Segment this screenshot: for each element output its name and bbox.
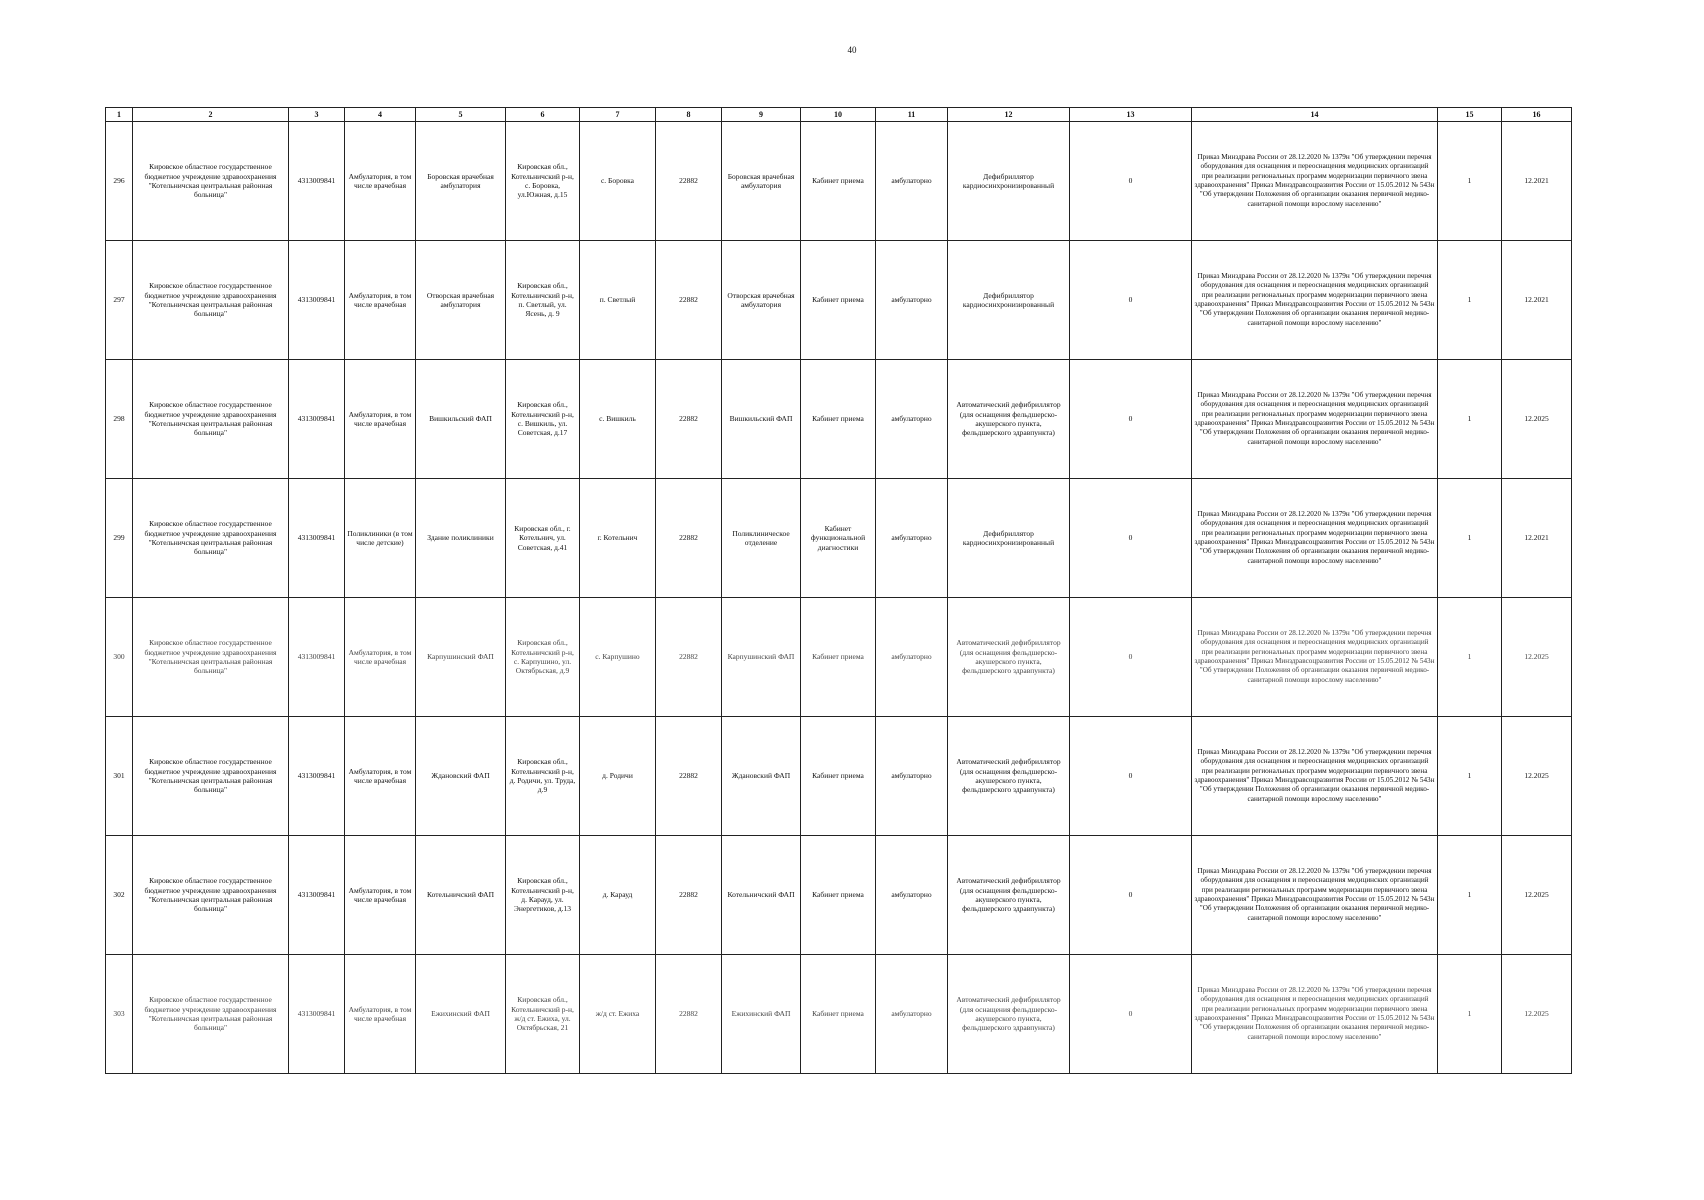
column-number-header: 3 [289, 108, 345, 122]
column-number-header: 15 [1438, 108, 1502, 122]
deadline-cell: 12.2025 [1502, 836, 1572, 955]
available-quantity-cell: 0 [1070, 955, 1192, 1074]
building-name-cell: Ежихинский ФАП [416, 955, 506, 1074]
equipment-name-cell: Автоматический дефибриллятор (для оснащения фельдшерско-акушерского пункта, фельдшерского здравпункта) [948, 598, 1070, 717]
equipment-name-cell: Автоматический дефибриллятор (для оснащения фельдшерско-акушерского пункта, фельдшерского здравпункта) [948, 955, 1070, 1074]
settlement-cell: ж/д ст. Ежиха [580, 955, 656, 1074]
required-quantity-cell: 1 [1438, 598, 1502, 717]
column-number-header: 7 [580, 108, 656, 122]
inn-cell: 4313009841 [289, 360, 345, 479]
equipment-name-cell: Автоматический дефибриллятор (для оснащения фельдшерско-акушерского пункта, фельдшерского здравпункта) [948, 836, 1070, 955]
column-number-header: 5 [416, 108, 506, 122]
available-quantity-cell: 0 [1070, 598, 1192, 717]
care-form-cell: амбулаторно [876, 122, 948, 241]
oktmo-cell: 22882 [656, 598, 722, 717]
registry-body [106, 122, 1572, 1074]
table-row [106, 836, 1572, 955]
regulatory-order-cell: Приказ Минздрава России от 28.12.2020 № 1379н "Об утверждении перечня оборудования для оснащения и переоснащения медицинских организаций при реализации региональных программ модернизации первичного звена здравоохранения" Приказ Минздравсоцразвития России от 15.05.2012 № 543н "Об утверждении Положения об организации оказания первичной медико-санитарной помощи взрослому населению" [1192, 717, 1438, 836]
regulatory-order-cell: Приказ Минздрава России от 28.12.2020 № 1379н "Об утверждении перечня оборудования для оснащения и переоснащения медицинских организаций при реализации региональных программ модернизации первичного звена здравоохранения" Приказ Минздравсоцразвития России от 15.05.2012 № 543н "Об утверждении Положения об организации оказания первичной медико-санитарной помощи взрослому населению" [1192, 122, 1438, 241]
department-cell: Отворская врачебная амбулатория [722, 241, 801, 360]
row-number-cell: 302 [106, 836, 133, 955]
care-form-cell: амбулаторно [876, 479, 948, 598]
inn-cell: 4313009841 [289, 479, 345, 598]
row-number-cell: 298 [106, 360, 133, 479]
row-number-cell: 299 [106, 479, 133, 598]
required-quantity-cell: 1 [1438, 955, 1502, 1074]
available-quantity-cell: 0 [1070, 122, 1192, 241]
organization-name-cell: Кировское областное государственное бюджетное учреждение здравоохранения "Котельничская центральная районная больница" [133, 836, 289, 955]
regulatory-order-cell: Приказ Минздрава России от 28.12.2020 № 1379н "Об утверждении перечня оборудования для оснащения и переоснащения медицинских организаций при реализации региональных программ модернизации первичного звена здравоохранения" Приказ Минздравсоцразвития России от 15.05.2012 № 543н "Об утверждении Положения об организации оказания первичной медико-санитарной помощи взрослому населению" [1192, 955, 1438, 1074]
settlement-cell: г. Котельнич [580, 479, 656, 598]
table-row [106, 360, 1572, 479]
settlement-cell: с. Карпушино [580, 598, 656, 717]
table-row [106, 598, 1572, 717]
oktmo-cell: 22882 [656, 717, 722, 836]
building-name-cell: Вишкильский ФАП [416, 360, 506, 479]
equipment-name-cell: Автоматический дефибриллятор (для оснащения фельдшерско-акушерского пункта, фельдшерского здравпункта) [948, 360, 1070, 479]
table-row [106, 122, 1572, 241]
row-number-cell: 300 [106, 598, 133, 717]
available-quantity-cell: 0 [1070, 836, 1192, 955]
department-cell: Вишкильский ФАП [722, 360, 801, 479]
available-quantity-cell: 0 [1070, 241, 1192, 360]
available-quantity-cell: 0 [1070, 360, 1192, 479]
inn-cell: 4313009841 [289, 717, 345, 836]
facility-type-cell: Амбулатория, в том числе врачебная [345, 717, 416, 836]
facility-type-cell: Амбулатория, в том числе врачебная [345, 836, 416, 955]
table-row [106, 241, 1572, 360]
equipment-name-cell: Дефибриллятор кардиосинхронизированный [948, 479, 1070, 598]
organization-name-cell: Кировское областное государственное бюджетное учреждение здравоохранения "Котельничская центральная районная больница" [133, 598, 289, 717]
building-name-cell: Здание поликлиники [416, 479, 506, 598]
care-form-cell: амбулаторно [876, 717, 948, 836]
equipment-name-cell: Дефибриллятор кардиосинхронизированный [948, 241, 1070, 360]
care-form-cell: амбулаторно [876, 836, 948, 955]
organization-name-cell: Кировское областное государственное бюджетное учреждение здравоохранения "Котельничская центральная районная больница" [133, 955, 289, 1074]
address-cell: Кировская обл., Котельничский р-н, с. Карпушино, ул. Октябрьская, д.9 [506, 598, 580, 717]
column-number-header: 10 [801, 108, 876, 122]
deadline-cell: 12.2025 [1502, 360, 1572, 479]
address-cell: Кировская обл., Котельничский р-н, с. Вишкиль, ул. Советская, д.17 [506, 360, 580, 479]
deadline-cell: 12.2025 [1502, 955, 1572, 1074]
organization-name-cell: Кировское областное государственное бюджетное учреждение здравоохранения "Котельничская центральная районная больница" [133, 479, 289, 598]
oktmo-cell: 22882 [656, 479, 722, 598]
equipment-name-cell: Автоматический дефибриллятор (для оснащения фельдшерско-акушерского пункта, фельдшерского здравпункта) [948, 717, 1070, 836]
column-number-header: 14 [1192, 108, 1438, 122]
deadline-cell: 12.2021 [1502, 122, 1572, 241]
row-number-cell: 296 [106, 122, 133, 241]
row-number-cell: 303 [106, 955, 133, 1074]
department-cell: Котельничский ФАП [722, 836, 801, 955]
available-quantity-cell: 0 [1070, 717, 1192, 836]
inn-cell: 4313009841 [289, 241, 345, 360]
oktmo-cell: 22882 [656, 836, 722, 955]
organization-name-cell: Кировское областное государственное бюджетное учреждение здравоохранения "Котельничская центральная районная больница" [133, 717, 289, 836]
column-number-header: 4 [345, 108, 416, 122]
care-form-cell: амбулаторно [876, 955, 948, 1074]
regulatory-order-cell: Приказ Минздрава России от 28.12.2020 № 1379н "Об утверждении перечня оборудования для оснащения и переоснащения медицинских организаций при реализации региональных программ модернизации первичного звена здравоохранения" Приказ Минздравсоцразвития России от 15.05.2012 № 543н "Об утверждении Положения об организации оказания первичной медико-санитарной помощи взрослому населению" [1192, 360, 1438, 479]
address-cell: Кировская обл., Котельничский р-н, п. Светлый, ул. Ясень, д. 9 [506, 241, 580, 360]
equipment-registry-table [105, 107, 1572, 1074]
address-cell: Кировская обл., Котельничский р-н, д. Карауд, ул. Энергетиков, д.13 [506, 836, 580, 955]
organization-name-cell: Кировское областное государственное бюджетное учреждение здравоохранения "Котельничская центральная районная больница" [133, 241, 289, 360]
row-number-cell: 297 [106, 241, 133, 360]
department-cell: Ежихинский ФАП [722, 955, 801, 1074]
facility-type-cell: Амбулатория, в том числе врачебная [345, 122, 416, 241]
building-name-cell: Карпушинский ФАП [416, 598, 506, 717]
required-quantity-cell: 1 [1438, 241, 1502, 360]
available-quantity-cell: 0 [1070, 479, 1192, 598]
inn-cell: 4313009841 [289, 122, 345, 241]
inn-cell: 4313009841 [289, 598, 345, 717]
organization-name-cell: Кировское областное государственное бюджетное учреждение здравоохранения "Котельничская центральная районная больница" [133, 360, 289, 479]
room-cell: Кабинет приема [801, 836, 876, 955]
organization-name-cell: Кировское областное государственное бюджетное учреждение здравоохранения "Котельничская центральная районная больница" [133, 122, 289, 241]
oktmo-cell: 22882 [656, 360, 722, 479]
column-number-header: 8 [656, 108, 722, 122]
department-cell: Боровская врачебная амбулатория [722, 122, 801, 241]
room-cell: Кабинет приема [801, 598, 876, 717]
column-number-header: 2 [133, 108, 289, 122]
column-number-header: 9 [722, 108, 801, 122]
deadline-cell: 12.2025 [1502, 598, 1572, 717]
required-quantity-cell: 1 [1438, 717, 1502, 836]
settlement-cell: с. Вишкиль [580, 360, 656, 479]
department-cell: Ждановский ФАП [722, 717, 801, 836]
regulatory-order-cell: Приказ Минздрава России от 28.12.2020 № 1379н "Об утверждении перечня оборудования для оснащения и переоснащения медицинских организаций при реализации региональных программ модернизации первичного звена здравоохранения" Приказ Минздравсоцразвития России от 15.05.2012 № 543н "Об утверждении Положения об организации оказания первичной медико-санитарной помощи взрослому населению" [1192, 598, 1438, 717]
facility-type-cell: Амбулатория, в том числе врачебная [345, 241, 416, 360]
regulatory-order-cell: Приказ Минздрава России от 28.12.2020 № 1379н "Об утверждении перечня оборудования для оснащения и переоснащения медицинских организаций при реализации региональных программ модернизации первичного звена здравоохранения" Приказ Минздравсоцразвития России от 15.05.2012 № 543н "Об утверждении Положения об организации оказания первичной медико-санитарной помощи взрослому населению" [1192, 479, 1438, 598]
care-form-cell: амбулаторно [876, 598, 948, 717]
facility-type-cell: Поликлиники (в том числе детские) [345, 479, 416, 598]
settlement-cell: д. Карауд [580, 836, 656, 955]
table-row [106, 955, 1572, 1074]
settlement-cell: д. Родичи [580, 717, 656, 836]
inn-cell: 4313009841 [289, 836, 345, 955]
department-cell: Карпушинский ФАП [722, 598, 801, 717]
required-quantity-cell: 1 [1438, 360, 1502, 479]
deadline-cell: 12.2021 [1502, 241, 1572, 360]
room-cell: Кабинет приема [801, 955, 876, 1074]
row-number-cell: 301 [106, 717, 133, 836]
room-cell: Кабинет приема [801, 717, 876, 836]
room-cell: Кабинет приема [801, 360, 876, 479]
oktmo-cell: 22882 [656, 955, 722, 1074]
column-number-header: 1 [106, 108, 133, 122]
settlement-cell: с. Боровка [580, 122, 656, 241]
room-cell: Кабинет приема [801, 241, 876, 360]
column-number-header: 16 [1502, 108, 1572, 122]
inn-cell: 4313009841 [289, 955, 345, 1074]
deadline-cell: 12.2021 [1502, 479, 1572, 598]
oktmo-cell: 22882 [656, 241, 722, 360]
building-name-cell: Боровская врачебная амбулатория [416, 122, 506, 241]
facility-type-cell: Амбулатория, в том числе врачебная [345, 360, 416, 479]
facility-type-cell: Амбулатория, в том числе врачебная [345, 598, 416, 717]
oktmo-cell: 22882 [656, 122, 722, 241]
column-number-header: 11 [876, 108, 948, 122]
regulatory-order-cell: Приказ Минздрава России от 28.12.2020 № 1379н "Об утверждении перечня оборудования для оснащения и переоснащения медицинских организаций при реализации региональных программ модернизации первичного звена здравоохранения" Приказ Минздравсоцразвития России от 15.05.2012 № 543н "Об утверждении Положения об организации оказания первичной медико-санитарной помощи взрослому населению" [1192, 241, 1438, 360]
column-number-header: 6 [506, 108, 580, 122]
required-quantity-cell: 1 [1438, 479, 1502, 598]
required-quantity-cell: 1 [1438, 122, 1502, 241]
address-cell: Кировская обл., Котельничский р-н, с. Боровка, ул.Южная, д.15 [506, 122, 580, 241]
column-number-header: 13 [1070, 108, 1192, 122]
table-row [106, 717, 1572, 836]
care-form-cell: амбулаторно [876, 360, 948, 479]
address-cell: Кировская обл., Котельничский р-н, ж/д ст. Ежиха, ул. Октябрьская, 21 [506, 955, 580, 1074]
building-name-cell: Котельничский ФАП [416, 836, 506, 955]
required-quantity-cell: 1 [1438, 836, 1502, 955]
department-cell: Поликлиническое отделение [722, 479, 801, 598]
page-number: 40 [847, 45, 857, 55]
column-number-header: 12 [948, 108, 1070, 122]
deadline-cell: 12.2025 [1502, 717, 1572, 836]
facility-type-cell: Амбулатория, в том числе врачебная [345, 955, 416, 1074]
building-name-cell: Ждановский ФАП [416, 717, 506, 836]
building-name-cell: Отворская врачебная амбулатория [416, 241, 506, 360]
room-cell: Кабинет функциональной диагностики [801, 479, 876, 598]
settlement-cell: п. Светлый [580, 241, 656, 360]
room-cell: Кабинет приема [801, 122, 876, 241]
address-cell: Кировская обл., г. Котельнич, ул. Советская, д.41 [506, 479, 580, 598]
care-form-cell: амбулаторно [876, 241, 948, 360]
regulatory-order-cell: Приказ Минздрава России от 28.12.2020 № 1379н "Об утверждении перечня оборудования для оснащения и переоснащения медицинских организаций при реализации региональных программ модернизации первичного звена здравоохранения" Приказ Минздравсоцразвития России от 15.05.2012 № 543н "Об утверждении Положения об организации оказания первичной медико-санитарной помощи взрослому населению" [1192, 836, 1438, 955]
column-number-header-row [106, 108, 1572, 122]
equipment-name-cell: Дефибриллятор кардиосинхронизированный [948, 122, 1070, 241]
table-row [106, 479, 1572, 598]
address-cell: Кировская обл., Котельничский р-н, д. Родичи, ул. Труда, д.9 [506, 717, 580, 836]
